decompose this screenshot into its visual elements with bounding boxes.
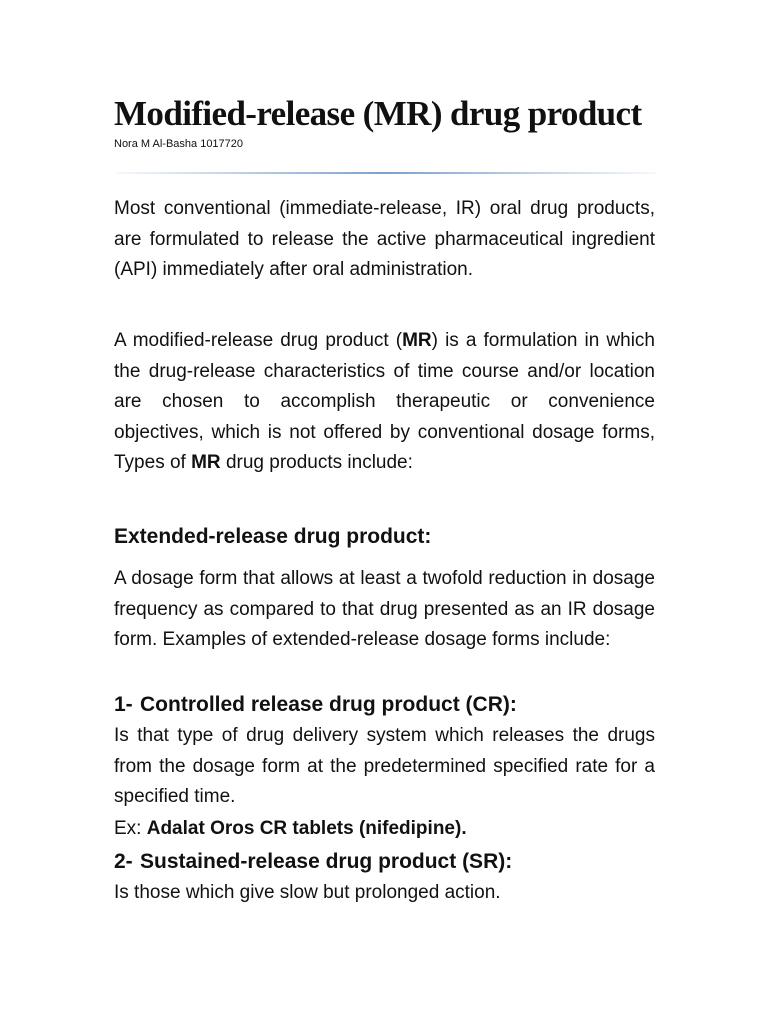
cr-example-product: Adalat Oros CR tablets (nifedipine). [146, 818, 467, 839]
cr-example-prefix: Ex: [114, 818, 147, 839]
mr-definition-post: drug products include: [220, 452, 413, 473]
intro-paragraph: Most conventional (immediate-release, IR) oral drug products, are formulated to release the active pharmaceutical ingredient (API) immediately after oral administration. [114, 198, 655, 280]
sr-heading-text: Sustained-release drug product (SR): [140, 850, 513, 873]
extended-release-paragraph: A dosage form that allows at least a twofold reduction in dosage frequency as compared to that drug presented as an IR dosage form. Examples of extended-release dosage forms include: [114, 568, 655, 650]
page-title: Modified-release (MR) drug product [114, 94, 642, 133]
cr-example [114, 814, 655, 845]
extended-release-heading: Extended-release drug product: [114, 525, 432, 548]
mr-abbr-2: MR [191, 452, 221, 473]
mr-definition-pre: A modified-release drug product ( [114, 330, 403, 351]
author-line: Nora M Al-Basha 1017720 [114, 138, 244, 150]
mr-definition-paragraph [114, 326, 655, 479]
mr-abbr-1: MR [402, 330, 432, 351]
mr-definition-mid: ) is a formulation in which the drug-release characteristics of time course and/or location are chosen to accomplish therapeutic or convenience objectives, which is not offered by conventional dosage forms, Types of [114, 330, 655, 473]
cr-heading [114, 690, 674, 720]
cr-number: 1- [114, 693, 133, 716]
title-divider [116, 172, 656, 174]
sr-paragraph: Is those which give slow but prolonged action. [114, 882, 501, 903]
cr-paragraph: Is that type of drug delivery system which releases the drugs from the dosage form at the predetermined specified rate for a specified time. [114, 725, 655, 807]
sr-heading [114, 847, 674, 877]
cr-heading-text: Controlled release drug product (CR): [140, 693, 517, 716]
sr-number: 2- [114, 850, 133, 873]
